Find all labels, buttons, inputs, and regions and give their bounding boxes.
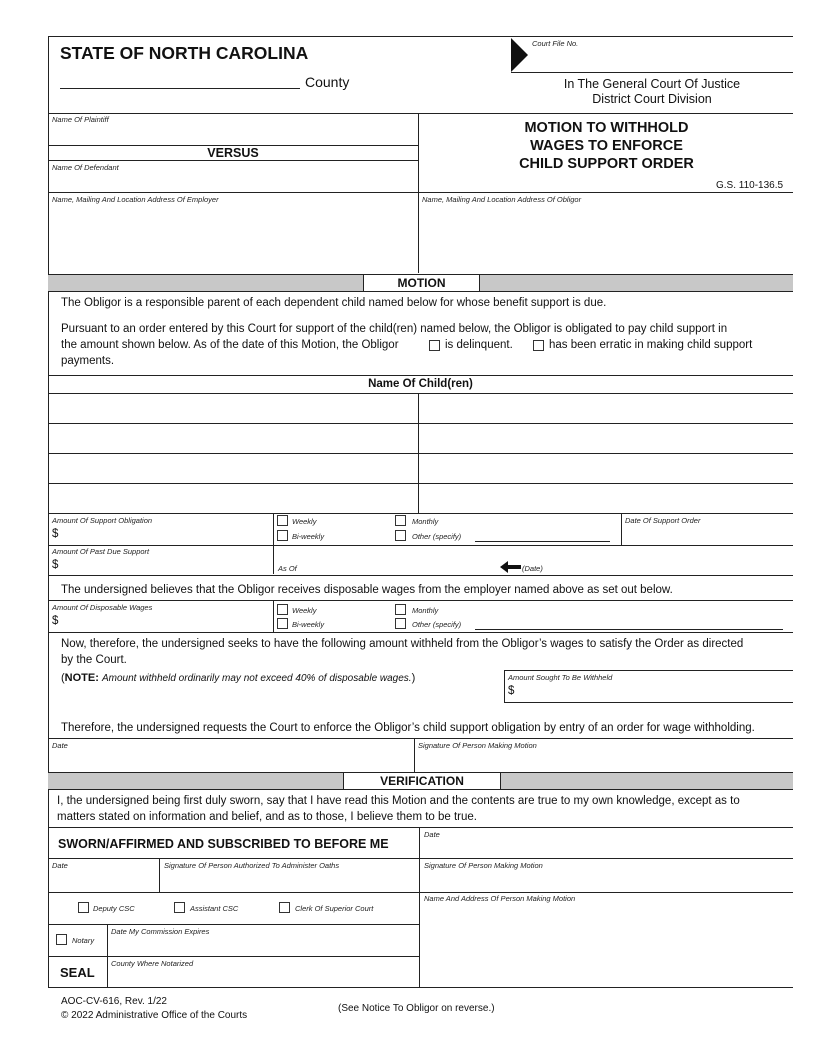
employer-label: Name, Mailing And Location Address Of Employer — [52, 195, 219, 204]
motion-para-2-line-1: Pursuant to an order entered by this Court for support of the child(ren) named below, the Obligor is obligated to pay child support in — [61, 323, 728, 335]
clerk-superior-checkbox[interactable] — [279, 902, 290, 913]
obligation-weekly-label: Weekly — [292, 517, 317, 526]
court-file-label: Court File No. — [532, 39, 579, 48]
obligation-other-label: Other (specify) — [412, 532, 462, 541]
past-due-dollar: $ — [52, 559, 59, 571]
county-notarized-label: County Where Notarized — [111, 959, 194, 968]
obligation-other-field[interactable] — [475, 541, 610, 542]
amount-sought-dollar: $ — [508, 685, 515, 697]
wages-weekly-label: Weekly — [292, 606, 317, 615]
notary-label: Notary — [72, 936, 95, 945]
triangle-arrow-icon — [511, 38, 528, 72]
name-address-label: Name And Address Of Person Making Motion — [424, 894, 576, 903]
disposable-wages-label: Amount Of Disposable Wages — [52, 603, 153, 612]
obligation-monthly-label: Monthly — [412, 517, 439, 526]
child-row[interactable] — [48, 453, 793, 454]
wages-other-label: Other (specify) — [412, 620, 462, 629]
verification-date-label: Date — [424, 830, 440, 839]
versus-label: VERSUS — [207, 146, 259, 160]
obligation-biweekly-label: Bi-weekly — [292, 532, 325, 541]
child-row[interactable] — [48, 483, 793, 484]
county-field[interactable] — [60, 88, 300, 89]
obligation-biweekly-checkbox[interactable] — [277, 530, 288, 541]
motion-heading: MOTION — [363, 274, 480, 292]
motion-date-label: Date — [52, 741, 68, 750]
past-due-label: Amount Of Past Due Support — [52, 547, 150, 556]
obligor-label: Name, Mailing And Location Address Of Obligor — [422, 195, 582, 204]
assistant-csc-label: Assistant CSC — [190, 904, 239, 913]
date-support-order-label: Date Of Support Order — [625, 516, 701, 525]
sworn-heading: SWORN/AFFIRMED AND SUBSCRIBED TO BEFORE ME — [58, 837, 389, 851]
obligation-other-checkbox[interactable] — [395, 530, 406, 541]
erratic-label: has been erratic in making child support — [549, 339, 753, 351]
amount-sought-label: Amount Sought To Be Withheld — [508, 673, 613, 682]
notary-checkbox[interactable] — [56, 934, 67, 945]
wages-biweekly-checkbox[interactable] — [277, 618, 288, 629]
wages-weekly-checkbox[interactable] — [277, 604, 288, 615]
assistant-csc-checkbox[interactable] — [174, 902, 185, 913]
note: (NOTE: Amount withheld ordinarily may not exceed 40% of disposable wages.) — [61, 672, 416, 684]
erratic-checkbox[interactable] — [533, 340, 544, 351]
motion-signature-label: Signature Of Person Making Motion — [418, 741, 537, 750]
wages-other-field[interactable] — [475, 629, 783, 630]
believes-text: The undersigned believes that the Obligor receives disposable wages from the employer named above as set out below. — [61, 584, 673, 596]
wages-other-checkbox[interactable] — [395, 618, 406, 629]
as-of-label: As Of — [278, 564, 297, 573]
commission-expires-label: Date My Commission Expires — [111, 927, 210, 936]
verification-heading: VERIFICATION — [343, 772, 501, 790]
now-therefore-line-2: by the Court. — [61, 654, 127, 666]
title-line-3: CHILD SUPPORT ORDER — [519, 156, 694, 172]
statute-ref: G.S. 110-136.5 — [716, 180, 784, 191]
verification-line-1: I, the undersigned being first duly sworn, say that I have read this Motion and the contents are true to my own knowledge, except as to — [57, 795, 740, 807]
sworn-date-label: Date — [52, 861, 68, 870]
delinquent-label: is delinquent. — [445, 339, 513, 351]
defendant-label: Name Of Defendant — [52, 163, 119, 172]
motion-para-2-line-2: the amount shown below. As of the date of this Motion, the Obligor — [61, 339, 399, 351]
support-obligation-dollar: $ — [52, 528, 59, 540]
obligation-monthly-checkbox[interactable] — [395, 515, 406, 526]
children-heading: Name Of Child(ren) — [368, 378, 473, 390]
deputy-csc-checkbox[interactable] — [78, 902, 89, 913]
notice-reverse: (See Notice To Obligor on reverse.) — [338, 1003, 495, 1014]
now-therefore-line-1: Now, therefore, the undersigned seeks to have the following amount withheld from the Obligor’s wages to satisfy the Order as directed — [61, 638, 744, 650]
wages-monthly-label: Monthly — [412, 606, 439, 615]
delinquent-checkbox[interactable] — [429, 340, 440, 351]
deputy-csc-label: Deputy CSC — [93, 904, 135, 913]
obligation-weekly-checkbox[interactable] — [277, 515, 288, 526]
wages-biweekly-label: Bi-weekly — [292, 620, 325, 629]
court-file-field[interactable] — [511, 72, 793, 73]
motion-para-1: The Obligor is a responsible parent of each dependent child named below for whose benefit support is due. — [61, 297, 607, 309]
title-line-2: WAGES TO ENFORCE — [530, 138, 683, 154]
form-id: AOC-CV-616, Rev. 1/22 — [61, 996, 167, 1007]
seal-label: SEAL — [60, 965, 95, 980]
therefore-text: Therefore, the undersigned requests the Court to enforce the Obligor’s child support obligation by entry of an order for wage withholding. — [61, 722, 755, 734]
clerk-superior-label: Clerk Of Superior Court — [295, 904, 374, 913]
child-row[interactable] — [48, 423, 793, 424]
copyright: © 2022 Administrative Office of the Courts — [61, 1010, 248, 1021]
person-signature-label: Signature Of Person Making Motion — [424, 861, 543, 870]
admin-signature-label: Signature Of Person Authorized To Administer Oaths — [164, 861, 340, 870]
motion-para-2-line-3: payments. — [61, 355, 115, 367]
disposable-wages-dollar: $ — [52, 615, 59, 627]
verification-line-2: matters stated on information and belief, and as to those, I believe them to be true. — [57, 811, 477, 823]
court-line-1: In The General Court Of Justice — [563, 77, 741, 91]
plaintiff-label: Name Of Plaintiff — [52, 115, 109, 124]
title-line-1: MOTION TO WITHHOLD — [524, 120, 689, 136]
court-line-2: District Court Division — [592, 92, 712, 106]
date-arrow-label: (Date) — [522, 564, 543, 573]
support-obligation-label: Amount Of Support Obligation — [52, 516, 153, 525]
state-title: STATE OF NORTH CAROLINA — [60, 43, 309, 63]
left-arrow-icon — [500, 560, 522, 572]
county-label: County — [305, 74, 350, 90]
wages-monthly-checkbox[interactable] — [395, 604, 406, 615]
